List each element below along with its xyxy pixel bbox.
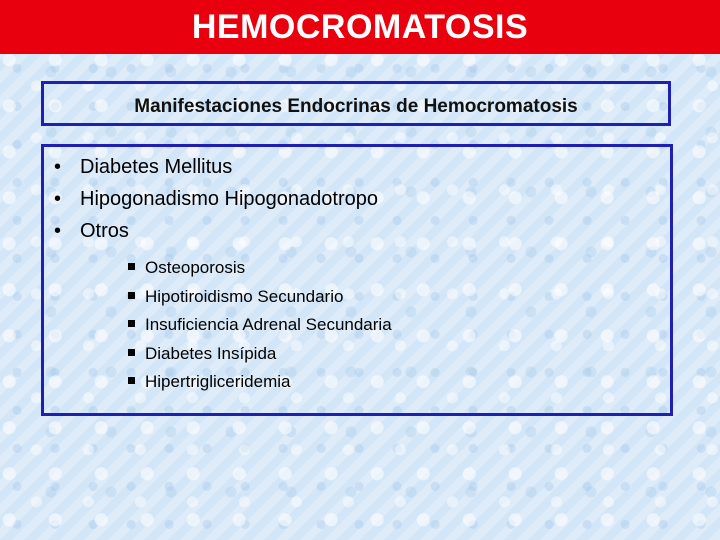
sub-list-item xyxy=(128,311,392,340)
slide-subtitle: Manifestaciones Endocrinas de Hemocromatosis xyxy=(134,95,578,117)
square-bullet-icon xyxy=(128,349,135,356)
bullet-icon: • xyxy=(54,188,62,210)
list-item xyxy=(54,183,378,215)
list-item xyxy=(54,151,378,183)
main-bullet-list xyxy=(54,151,378,247)
sub-list-item-label: Insuficiencia Adrenal Secundaria xyxy=(145,315,392,334)
sub-list-item-label: Diabetes Insípida xyxy=(145,343,277,363)
sub-list-item-label: Hipertrigliceridemia xyxy=(145,372,291,391)
list-item-label: Otros xyxy=(80,220,129,242)
sub-bullet-list xyxy=(128,254,392,397)
list-item-label: Hipogonadismo Hipogonadotropo xyxy=(80,188,378,210)
content-box xyxy=(41,144,673,416)
sub-list-item-label: Hipotiroidismo Secundario xyxy=(145,286,344,306)
sub-list-item-label: Osteoporosis xyxy=(145,258,246,277)
subtitle-box xyxy=(41,81,671,126)
list-item xyxy=(54,215,378,247)
bullet-icon: • xyxy=(54,156,62,178)
sub-list-item xyxy=(128,340,392,369)
sub-list-item xyxy=(128,254,392,283)
square-bullet-icon xyxy=(128,377,135,384)
square-bullet-icon xyxy=(128,320,135,327)
sub-list-item xyxy=(128,283,392,312)
square-bullet-icon xyxy=(128,263,135,270)
bullet-icon: • xyxy=(54,220,62,242)
sub-list-item xyxy=(128,368,392,397)
square-bullet-icon xyxy=(128,292,135,299)
title-bar xyxy=(0,0,720,54)
slide-title: HEMOCROMATOSIS xyxy=(191,7,529,46)
list-item-label: Diabetes Mellitus xyxy=(80,156,233,178)
